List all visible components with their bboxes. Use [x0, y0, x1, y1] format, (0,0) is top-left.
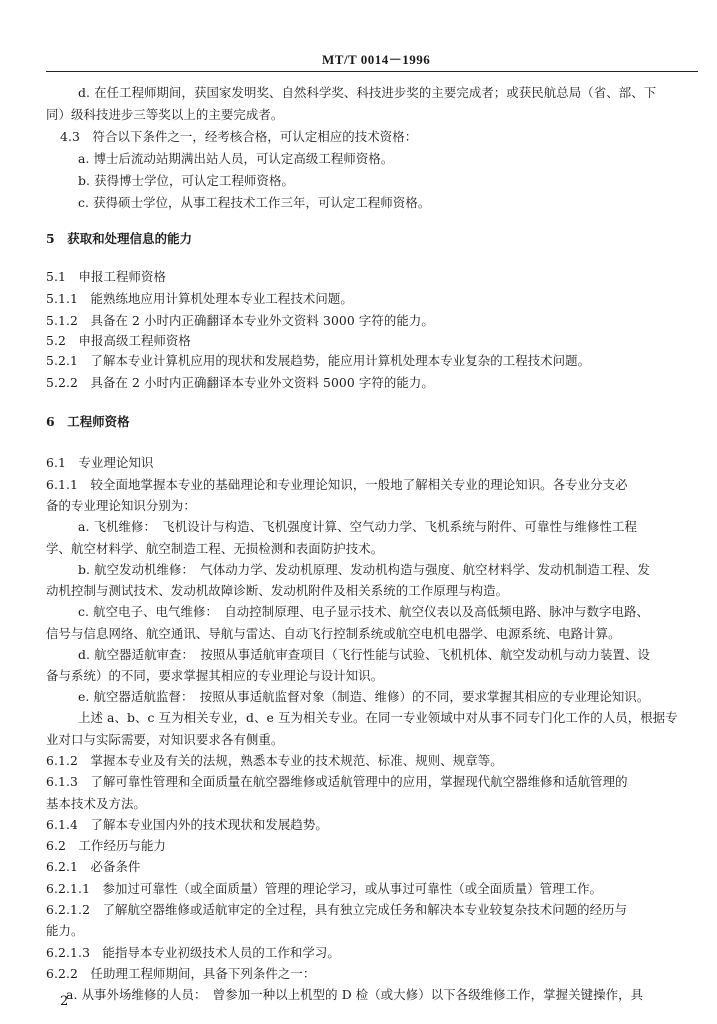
text-line: 同）级科技进步三等奖以上的主要完成者。 — [46, 107, 284, 122]
clause-5-1-2: 5.1.2 具备在 2 小时内正确翻译本专业外文资料 3000 字符的能力。 — [46, 313, 434, 328]
text-line: a. 博士后流动站期满出站人员，可认定高级工程师资格。 — [78, 151, 394, 166]
clause-5-2-2: 5.2.2 具备在 2 小时内正确翻译本专业外文资料 5000 字符的能力。 — [46, 375, 434, 390]
text-line: b. 航空发动机维修： 气体动力学、发动机原理、发动机构造与强度、航空材料学、发动机制造工程、发 — [78, 562, 650, 577]
text-line: b. 获得博士学位，可认定工程师资格。 — [78, 173, 294, 188]
header-rule — [46, 71, 698, 72]
clause-5-1-1: 5.1.1 能熟练地应用计算机处理本专业工程技术问题。 — [46, 291, 353, 306]
text-line: a. 从事外场维修的人员： 曾参加一种以上机型的 D 检（或大修）以下各级维修工作，掌握关键操作，具 — [66, 987, 644, 1002]
clause-4-3: 4.3 符合以下条件之一，经考核合格，可认定相应的技术资格： — [60, 129, 418, 144]
clause-6-2-1-1: 6.2.1.1 参加过可靠性（或全面质量）管理的理论学习，或从事过可靠性（或全面质量）管理工作。 — [46, 881, 603, 896]
clause-6-2-1-3: 6.2.1.3 能指导本专业初级技术人员的工作和学习。 — [46, 945, 340, 960]
text-line: 上述 a、b、c 互为相关专业，d、e 互为相关专业。在同一专业领域中对从事不同专门化工作的人员，根据专 — [78, 710, 678, 725]
text-line: c. 获得硕士学位，从事工程技术工作三年，可认定工程师资格。 — [78, 195, 431, 210]
clause-6-1-2: 6.1.2 掌握本专业及有关的法规，熟悉本专业的技术规范、标准、规则、规章等。 — [46, 753, 503, 768]
text-line: d. 在任工程师期间，获国家发明奖、自然科学奖、科技进步奖的主要完成者；或获民航总局（省、部、下 — [78, 85, 657, 100]
text-line: 动机控制与测试技术、发动机故障诊断、发动机附件及相关系统的工作原理与构造。 — [46, 583, 509, 598]
text-line: 业对口与实际需要，对知识要求各有侧重。 — [46, 732, 284, 747]
page-number: 2 — [60, 994, 69, 1009]
text-line: 备的专业理论知识分别为： — [46, 498, 196, 513]
text-line: 备与系统）的不同，要求掌握其相应的专业理论与设计知识。 — [46, 668, 384, 683]
clause-6-1-1: 6.1.1 较全面地掌握本专业的基础理论和专业理论知识，一般地了解相关专业的理论知识。各专业分支必 — [46, 477, 628, 492]
clause-6-1-4: 6.1.4 了解本专业国内外的技术现状和发展趋势。 — [46, 817, 328, 832]
standard-code: MT/T 0014－1996 — [322, 52, 431, 67]
text-line: 能力。 — [46, 923, 84, 938]
text-line: a. 飞机维修： 飞机设计与构造、飞机强度计算、空气动力学、飞机系统与附件、可靠性与维修性工程 — [78, 519, 637, 534]
clause-6-1: 6.1 专业理论知识 — [46, 455, 154, 470]
clause-6-1-3: 6.1.3 了解可靠性管理和全面质量在航空器维修或适航管理中的应用，掌握现代航空器维修和适航管理的 — [46, 774, 628, 789]
text-line: c. 航空电子、电气维修： 自动控制原理、电子显示技术、航空仪表以及高低频电路、脉冲与数字电路、 — [78, 604, 649, 619]
clause-5-2: 5.2 申报高级工程师资格 — [46, 333, 191, 348]
text-line: d. 航空器适航审查： 按照从事适航审查项目（飞行性能与试验、飞机机体、航空发动机与动力装置、设 — [78, 647, 650, 662]
clause-6-2: 6.2 工作经历与能力 — [46, 838, 166, 853]
text-line: 学、航空材料学、航空制造工程、无损检测和表面防护技术。 — [46, 541, 384, 556]
text-line: e. 航空器适航监督： 按照从事适航监督对象（制造、维修）的不同，要求掌握其相应的专业理论知识。 — [78, 689, 650, 704]
section-heading-5: 5 获取和处理信息的能力 — [46, 231, 193, 246]
clause-6-2-1-2: 6.2.1.2 了解航空器维修或适航审定的全过程，具有独立完成任务和解决本专业较复杂技术问题的经历与 — [46, 902, 628, 917]
clause-6-2-2: 6.2.2 任助理工程师期间，具备下列条件之一： — [46, 966, 316, 981]
text-line: 信号与信息网络、航空通讯、导航与雷达、自动飞行控制系统或航空电机电器学、电源系统、电路计算。 — [46, 626, 621, 641]
clause-5-2-1: 5.2.1 了解本专业计算机应用的现状和发展趋势，能应用计算机处理本专业复杂的工程技术问题。 — [46, 353, 591, 368]
clause-5-1: 5.1 申报工程师资格 — [46, 269, 166, 284]
text-line: 基本技术及方法。 — [46, 796, 146, 811]
section-heading-6: 6 工程师资格 — [46, 414, 130, 429]
clause-6-2-1: 6.2.1 必备条件 — [46, 859, 141, 874]
